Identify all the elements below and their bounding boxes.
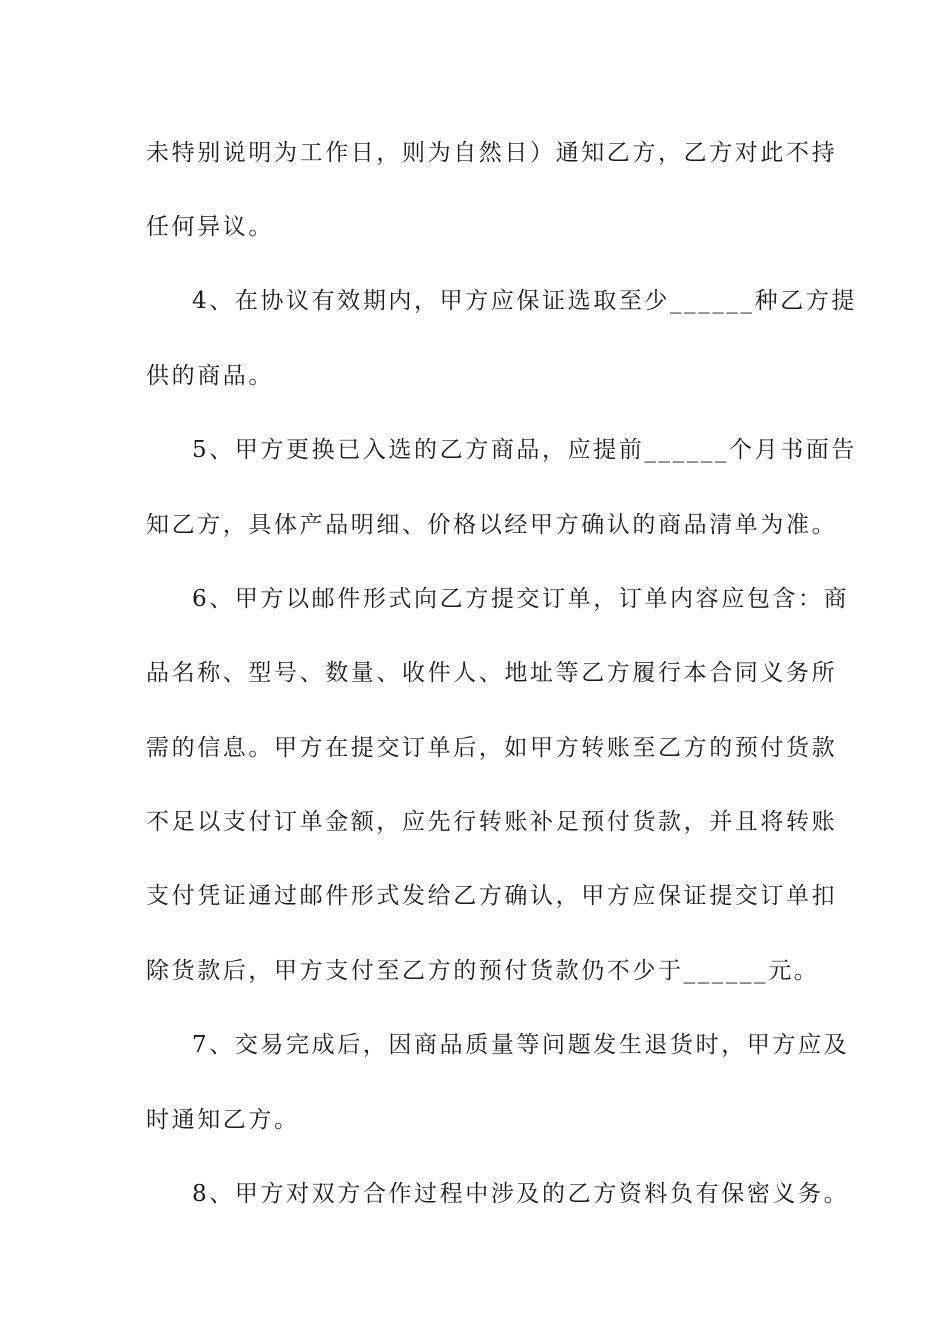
text-line: 需的信息。甲方在提交订单后，如甲方转账至乙方的预付货款 (146, 735, 838, 761)
clause-5-line: 5、甲方更换已入选的乙方商品，应提前______个月书面告 (192, 437, 858, 463)
text-line: 支付凭证通过邮件形式发给乙方确认，甲方应保证提交订单扣 (146, 883, 838, 909)
text-line: 品名称、型号、数量、收件人、地址等乙方履行本合同义务所 (146, 660, 838, 686)
text-line: 不足以支付订单金额，应先行转账补足预付货款，并且将转账 (146, 809, 838, 835)
clause-6-line: 6、甲方以邮件形式向乙方提交订单，订单内容应包含：商 (192, 586, 850, 612)
clause-8-line: 8、甲方对双方合作过程中涉及的乙方资料负有保密义务。 (192, 1181, 850, 1207)
text-line: 供的商品。 (146, 363, 274, 389)
text-line: 未特别说明为工作日，则为自然日）通知乙方，乙方对此不持 (146, 140, 838, 166)
text-line: 时通知乙方。 (146, 1107, 300, 1133)
text-line: 任何异议。 (146, 214, 274, 240)
clause-4-line: 4、在协议有效期内，甲方应保证选取至少______种乙方提 (192, 288, 858, 314)
text-line: 除货款后，甲方支付至乙方的预付货款仍不少于______元。 (146, 958, 820, 984)
text-line: 知乙方，具体产品明细、价格以经甲方确认的商品清单为准。 (146, 512, 838, 538)
clause-7-line: 7、交易完成后，因商品质量等问题发生退货时，甲方应及 (192, 1032, 850, 1058)
